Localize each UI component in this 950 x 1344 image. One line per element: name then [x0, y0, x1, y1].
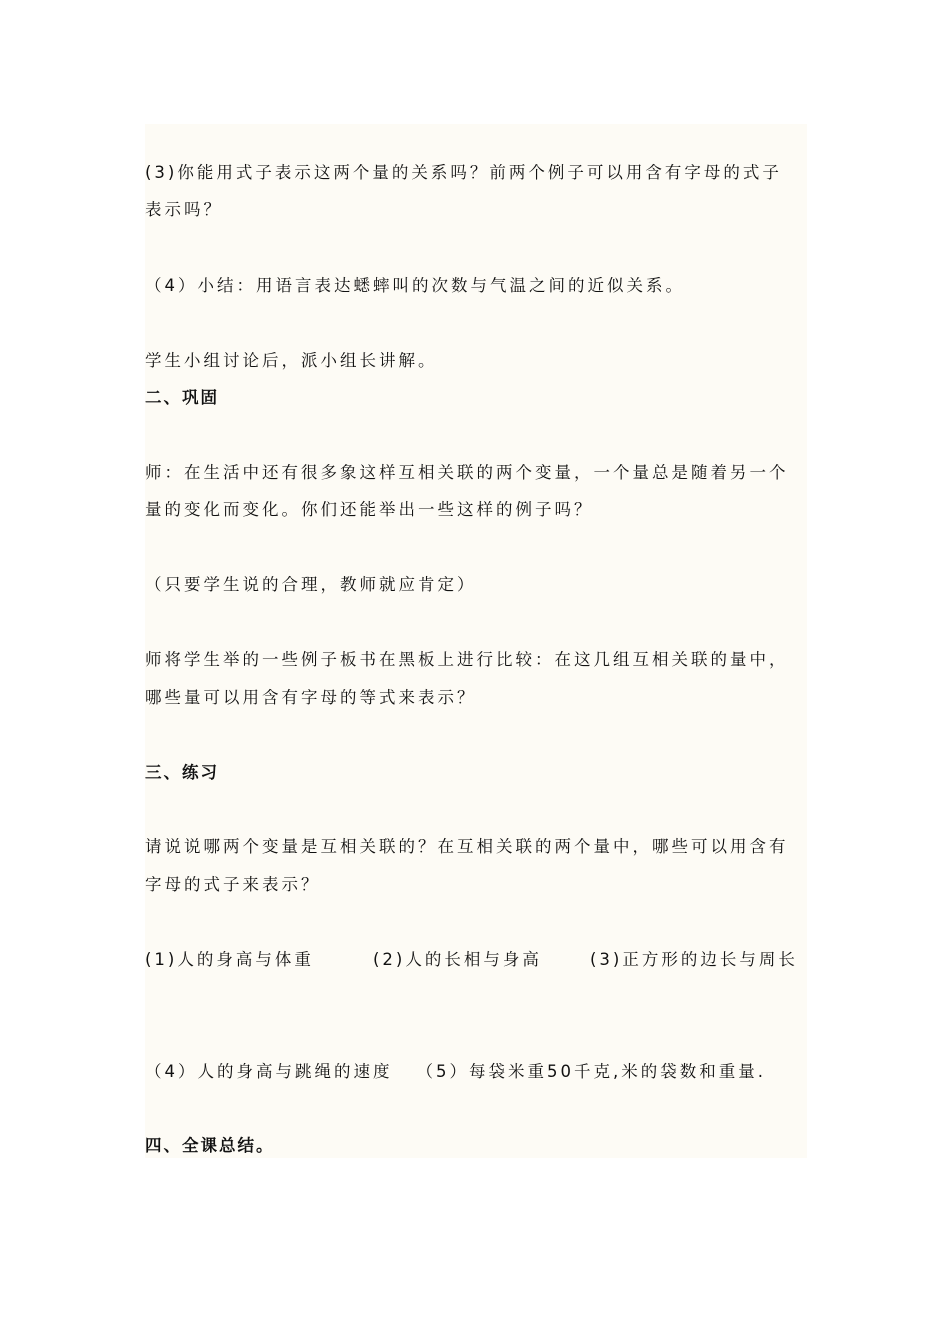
paragraph-teacher-1-line-2: 量的变化而变化。你们还能举出一些这样的例子吗？: [145, 500, 594, 519]
heading-consolidate: 二、巩固: [145, 388, 219, 407]
paragraph-question-3-line-2: 表示吗？: [145, 200, 223, 219]
paragraph-question-3-line-1: (3)你能用式子表示这两个量的关系吗？前两个例子可以用含有字母的式子: [145, 163, 782, 182]
paragraph-teacher-2-line-2: 哪些量可以用含有字母的等式来表示？: [145, 688, 477, 707]
paragraph-summary-4: （4）小结：用语言表达蟋蟀叫的次数与气温之间的近似关系。: [145, 276, 685, 295]
practice-item-2: (2)人的长相与身高: [373, 950, 542, 969]
practice-item-1: (1)人的身高与体重: [145, 950, 314, 969]
paragraph-practice-line-1: 请说说哪两个变量是互相关联的？在互相关联的两个量中，哪些可以用含有: [145, 837, 789, 856]
practice-items-row-1: [145, 950, 815, 970]
practice-items-row-2: [145, 1062, 815, 1082]
heading-summary: 四、全课总结。: [145, 1136, 275, 1155]
paragraph-practice-line-2: 字母的式子来表示？: [145, 875, 321, 894]
heading-practice: 三、练习: [145, 763, 219, 782]
paragraph-teacher-2-line-1: 师将学生举的一些例子板书在黑板上进行比较：在这几组互相关联的量中，: [145, 650, 789, 669]
paragraph-teacher-1-line-1: 师：在生活中还有很多象这样互相关联的两个变量，一个量总是随着另一个: [145, 463, 789, 482]
practice-item-4: （4）人的身高与跳绳的速度: [145, 1062, 393, 1081]
practice-item-5: （5）每袋米重50千克,米的袋数和重量.: [416, 1062, 766, 1081]
paragraph-group-discussion: 学生小组讨论后，派小组长讲解。: [145, 351, 438, 370]
paragraph-note: （只要学生说的合理，教师就应肯定）: [145, 575, 477, 594]
practice-item-3: (3)正方形的边长与周长: [590, 950, 798, 969]
